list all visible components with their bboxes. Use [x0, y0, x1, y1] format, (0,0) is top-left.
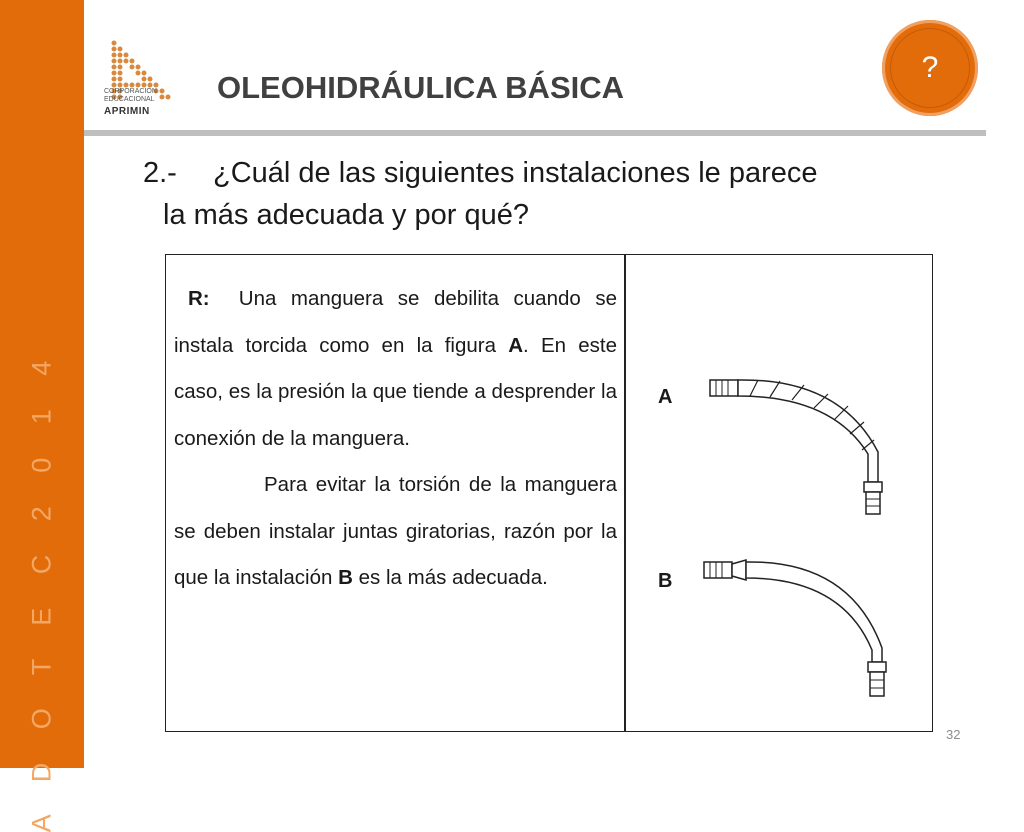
question-number: 2.-	[143, 157, 177, 189]
answer-paragraph-1: R: Una manguera se debilita cuando se instala torcida como en la figura A. En este caso, es la presión la que tiende a desprender la conexión de la manguera.	[174, 287, 617, 450]
page-title: OLEOHIDRÁULICA BÁSICA	[217, 70, 625, 105]
sidebar-watermark: A D O T E C 2 0 1 4	[26, 347, 57, 832]
figure-label-a: A	[658, 386, 673, 408]
page-number: 32	[946, 727, 961, 742]
answer-text	[174, 276, 617, 602]
question-line-2: la más adecuada y por qué?	[163, 199, 529, 231]
figure-label-b: B	[658, 570, 673, 592]
question-text	[143, 152, 943, 236]
question-line-1: ¿Cuál de las siguientes instalaciones le parece	[213, 157, 818, 189]
twisted-hose-illustration	[700, 334, 910, 520]
straight-hose-illustration	[700, 530, 910, 706]
answer-paragraph-2: Para evitar la torsión de la manguera se deben instalar juntas giratorias, razón por la que la instalación B es la más adecuada.	[174, 473, 617, 589]
logo-caption: CORPORACIÓN EDUCACIONAL	[104, 88, 157, 103]
help-badge[interactable]	[882, 20, 978, 116]
logo-brand: APRIMIN	[104, 106, 150, 117]
header-divider	[84, 130, 986, 136]
table-column-divider	[624, 254, 626, 732]
answer-prefix: R:	[188, 287, 210, 310]
question-mark-icon: ?	[890, 28, 970, 108]
sidebar-band	[0, 0, 84, 832]
